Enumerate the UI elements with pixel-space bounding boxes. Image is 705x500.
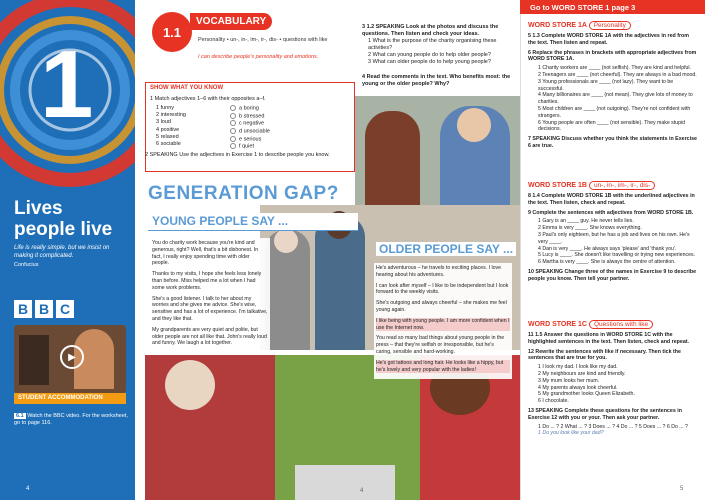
play-icon[interactable]: ▶ [60,345,84,369]
exercise-9-item[interactable]: 6 Martha is very ____. She is always the centre of attention. [538,259,676,266]
match-column-left [156,105,186,148]
unit-cover-panel [0,0,135,500]
match-option[interactable]: a boring [230,105,270,113]
exercise-7: 7 SPEAKING Discuss whether you think the statements in Exercise 6 are true. [528,136,697,149]
older-comment-highlighted: He's got tattoos and long hair. He looks like a hippy, but he's lovely and very popular with the ladies! [376,360,510,374]
match-item[interactable]: 4 positive [156,126,180,133]
lesson-badge: 1.1 [152,12,192,52]
match-item[interactable]: 6 sociable [156,141,181,148]
exercise-9-item[interactable]: 4 Dan is very ____. He always says 'please' and 'thank you'. [538,245,677,252]
word-store-1a-title: WORD STORE 1A Personality [528,22,698,29]
exercise-6-item[interactable]: 1 Charity workers are ____ (not selfish). They are kind and helpful. [538,65,692,72]
exercise-10: 10 SPEAKING Change three of the names in Exercise 9 to describe people you know. Then tell your partner. [528,268,697,282]
exercise-6-item[interactable]: 3 Young professionals are ____ (not lazy). They want to be successful. [538,78,674,92]
match-item[interactable]: 5 relaxed [156,133,179,140]
answer-circle-icon[interactable] [230,128,236,134]
exercise-9-item[interactable]: 3 Paul's only eighteen, but he has a job and lives on his own. He's very ____. [538,231,690,245]
exercise-12-item[interactable]: 3 My mum looks her mum. [538,377,600,384]
page-number-left: 4 [26,486,30,492]
exercise-6-item[interactable]: 4 Many billionaires are ____ (not mean). They give lots of money to charities. [538,92,693,106]
exercise-9-item[interactable]: 5 Lucy is ____. She doesn't like travelling or trying new experiences. [538,252,695,259]
older-comment: He's adventurous – he travels to exciting places. I love hearing about his adventures. [376,265,501,278]
show-what-you-know-title: SHOW WHAT YOU KNOW [150,85,224,91]
word-store-1c-title: WORD STORE 1C Questions with like [528,321,698,328]
young-comment: You do charity work because you're kind and generous, right? Well, that's a bit dishonest. In fact, I really enjoy spending time with older people. [152,240,259,267]
young-comment: She's a good listener. I talk to her about my worries and she gives me advice. She's wise, sensitive and has a lot of experience. I'm talkative, and they like that. [152,295,268,322]
exercise-12-item[interactable]: 1 I look my dad. I look like my dad. [538,364,618,371]
bbc-letter: B [14,300,32,318]
exercise-12-item[interactable]: 5 My grandmother looks Queen Elizabeth. [538,391,635,398]
video-label: STUDENT ACCOMMODATION [14,393,126,404]
answer-circle-icon[interactable] [230,136,236,142]
older-comment: I can look after myself – I like to be independent but I look forward to the weekly visits. [376,282,509,296]
exercise-11: 11 1.5 Answer the questions in WORD STORE 1C with the highlighted sentences in the text. Then listen, check and repeat. [528,332,690,345]
vocabulary-heading: VOCABULARY [190,13,272,30]
video-background [19,335,49,385]
video-thumbnail[interactable] [14,325,126,393]
young-people-text [150,238,270,353]
answer-circle-icon[interactable] [230,105,236,111]
older-comment: She's outgoing and always cheerful – she makes me feel young again. [376,300,507,313]
word-store-header[interactable]: Go to WORD STORE 1 page 3 [520,0,705,14]
older-comment-highlighted: I like being with young people. I am more confident when I use the Internet now. [376,317,510,331]
answer-circle-icon[interactable] [230,120,236,126]
photo-girl-figure [365,111,420,206]
older-comment: You read so many bad things about young people in the press – that they're selfish or irresponsible, but he's caring, sensible and hard-working. [376,335,505,355]
match-column-right [230,105,270,151]
photo-old-man-head [165,360,215,410]
match-option[interactable]: c negative [230,120,270,128]
young-people-title: YOUNG PEOPLE SAY ... [152,214,289,228]
photo-woman-face [274,229,298,253]
lesson-goal: I can describe people's personality and emotions. [198,54,319,60]
word-store-1b-title: WORD STORE 1B un-, in-, im-, ir-, dis- [528,182,698,189]
exercise-3-question: 2 What can young people do to help older people? [368,52,491,58]
exercise-6-item[interactable]: 2 Teenagers are ____ (not cheerful). They are always in a bad mood. [538,71,697,78]
young-comment: My grandparents are very quiet and polite, but older people are not all like that. John's really loud and funny. We laugh a lot together. [152,326,267,347]
exercise-6: 6 Replace the phrases in brackets with appropriate adjectives from WORD STORE 1A. [528,49,697,63]
exercise-13-items[interactable]: 1 Do ... ? 2 What ... ? 3 Does ... ? 4 Do ... ? 5 Does ... ? 6 Do ... ? [538,423,688,430]
unit-title: Lives people live [14,198,113,240]
exercise-6-item[interactable]: 6 Young people are often ____ (not sensible). They make stupid decisions. [538,119,685,133]
page-number-right: 5 [680,486,684,492]
word-store-1b-tag: un-, in-, im-, ir-, dis- [589,181,655,190]
bbc-letter: B [35,300,53,318]
exercise-3-question: 1 What is the purpose of the charity organising these activities? [368,38,497,51]
older-people-text [374,263,512,379]
photo-man-face [457,108,491,142]
exercise-12-item[interactable]: 6 I chocolate. [538,398,569,405]
quote-author: Confucius [14,262,39,268]
exercise-2: 2 SPEAKING Use the adjectives in Exercise 1 to describe people you know. [145,152,330,158]
older-people-title: OLDER PEOPLE SAY ... [376,242,516,256]
answer-circle-icon[interactable] [230,143,236,149]
exercise-12-item[interactable]: 2 My neighbours are kind and friendly. [538,370,626,377]
page-number-middle: 4 [360,488,364,494]
exercise-9: 9 Complete the sentences with adjectives from WORD STORE 1B. [528,209,694,216]
bbc-letter: C [56,300,74,318]
exercise-9-item[interactable]: 1 Gary is an ____ guy. He never tells lies. [538,218,634,225]
match-item[interactable]: 2 interesting [156,112,186,119]
exercise-3-question: 3 What can older people do to help young people? [368,59,491,65]
exercise-13: 13 SPEAKING Complete these questions for the sentences in Exercise 12 with you or your. Then ask your partner. [528,407,682,421]
chessboard [295,465,395,500]
exercise-6-item[interactable]: 5 Most children are ____ (not outgoing). They're not confident with strangers. [538,105,691,119]
unit-number: 1 [40,31,94,138]
exercise-13-example: 1 Do you look like your dad? [538,430,604,437]
bbc-logo [14,300,74,318]
exercise-12: 12 Rewrite the sentences with like if necessary. Then tick the sentences that are true for you. [528,348,681,362]
word-store-1c-section [528,321,698,437]
match-option[interactable]: b stressed [230,113,270,121]
video-badge: 6.1 [16,413,24,419]
word-store-1c-tag: Questions with like [589,320,653,329]
exercise-12-item[interactable]: 4 My parents always look cheerful. [538,384,618,391]
video-instruction-text: Watch the BBC video. For the worksheet, go to page 116. [14,413,128,426]
match-option[interactable]: d unsociable [230,128,270,136]
lesson-description: Personality • un-, in-, im-, ir-, dis- • questions with like [198,37,328,43]
word-store-1a-tag: Personality [589,21,631,30]
unit-quote: Life is really simple, but we insist on making it complicated. [14,245,110,259]
exercise-1: 1 Match adjectives 1–6 with their opposites a–f. [150,96,266,102]
exercise-3-title: 3 1.2 SPEAKING Look at the photos and discuss the questions. Then listen and check your ideas. [362,24,499,37]
video-instruction [14,413,129,427]
young-comment: Thanks to my visits, I hope she feels less lonely than before. Miss helped me a lot when I had some work problems. [152,271,262,291]
exercise-9-item[interactable]: 2 Emma is very ____. She knows everything. [538,225,642,232]
answer-circle-icon[interactable] [230,113,236,119]
word-store-1b-section [528,182,698,283]
exercise-8: 8 1.4 Complete WORD STORE 1B with the underlined adjectives in the text. Then listen, check and repeat. [528,193,695,206]
exercise-5: 5 1.3 Complete WORD STORE 1A with the adjectives in red from the text. Then listen and repeat. [528,33,690,46]
match-item[interactable]: 3 loud [156,119,171,126]
match-item[interactable]: 1 funny [156,105,175,111]
match-option[interactable]: f quiet [230,143,270,151]
word-store-1a-section [528,22,698,150]
exercise-4: 4 Read the comments in the text. Who benefits most: the young or the older people? Why? [362,74,511,87]
exercise-3 [362,24,520,66]
photo-girl-and-grandpa [355,96,520,206]
match-option[interactable]: e serious [230,136,270,144]
article-title: GENERATION GAP? [148,183,339,204]
